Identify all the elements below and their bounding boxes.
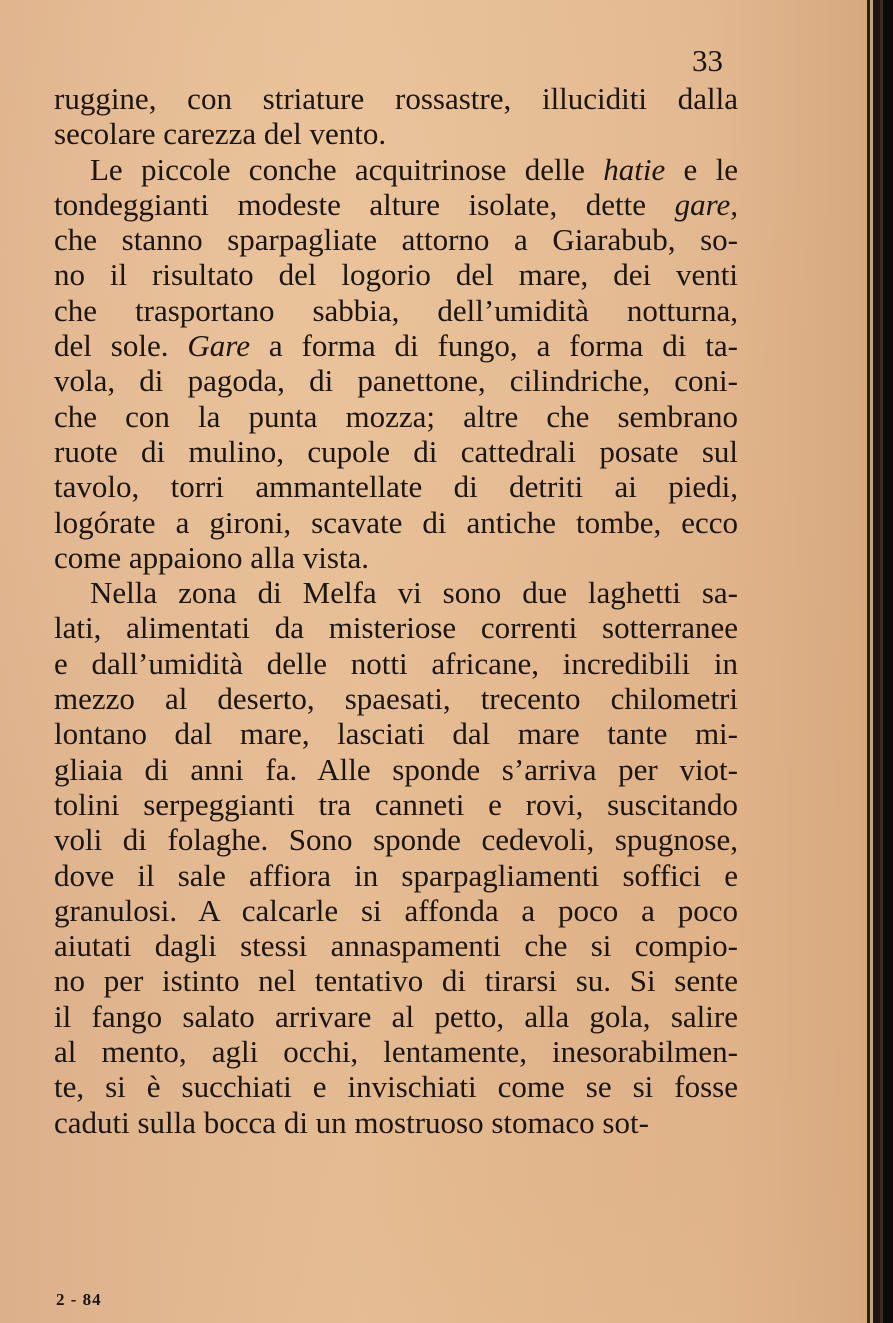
text-segment: che con la punta mozza; altre che sembrano <box>54 398 738 434</box>
text-line <box>54 328 738 363</box>
paragraph <box>54 81 738 152</box>
text-line <box>54 1034 738 1069</box>
text-segment: caduti sulla bocca di un mostruoso stomaco sot- <box>54 1104 649 1140</box>
paragraph <box>54 152 738 576</box>
text-segment: Le piccole conche acquitrinose delle <box>90 151 604 187</box>
text-segment: te, si è succhiati e invischiati come se si fosse <box>54 1069 738 1105</box>
text-line <box>54 646 738 681</box>
text-line <box>54 293 738 328</box>
text-segment: Nella zona di Melfa vi sono due laghetti sa- <box>90 575 738 611</box>
text-segment: ruggine, con striature rossastre, illuciditi dalla <box>54 81 738 116</box>
text-segment: no per istinto nel tentativo di tirarsi su. Si sente <box>54 963 738 999</box>
text-segment: vola, di pagoda, di panettone, cilindriche, coni- <box>54 363 738 399</box>
text-line <box>54 787 738 822</box>
paragraph <box>54 575 738 1140</box>
text-line <box>54 222 738 257</box>
text-line <box>54 681 738 716</box>
text-line <box>54 363 738 398</box>
text-line <box>54 1105 738 1140</box>
book-binding-edge <box>853 0 893 1323</box>
signature-code: 2 - 84 <box>56 1290 102 1309</box>
text-line <box>54 187 738 222</box>
text-segment: del sole. <box>54 328 188 364</box>
text-line <box>54 610 738 645</box>
text-segment: tondeggianti modeste alture isolate, dette <box>54 186 675 222</box>
text-segment: e le <box>665 151 738 187</box>
text-line <box>54 434 738 469</box>
page-number: 33 <box>692 43 723 78</box>
text-line <box>54 716 738 751</box>
text-segment: ruote di mulino, cupole di cattedrali posate sul <box>54 433 738 469</box>
text-segment: dove il sale affiora in sparpagliamenti soffici e <box>54 857 738 893</box>
text-line <box>54 822 738 857</box>
text-segment: mezzo al deserto, spaesati, trecento chilometri <box>54 681 738 717</box>
text-line <box>54 152 738 187</box>
text-segment: secolare carezza del vento. <box>54 116 387 152</box>
italic-term: hatie <box>603 151 666 187</box>
body-text <box>54 81 738 1140</box>
text-line <box>54 469 738 504</box>
text-segment: aiutati dagli stessi annaspamenti che si compio- <box>54 928 738 964</box>
text-line <box>54 893 738 928</box>
italic-term: Gare <box>187 328 250 364</box>
text-segment: e dall’umidità delle notti africane, incredibili in <box>54 645 738 681</box>
text-line <box>54 116 738 151</box>
italic-term: gare, <box>674 186 738 222</box>
text-line <box>54 928 738 963</box>
text-segment: il fango salato arrivare al petto, alla gola, salire <box>54 998 738 1034</box>
text-segment: che stanno sparpagliate attorno a Giarabub, so- <box>54 222 738 258</box>
text-line <box>54 81 738 116</box>
text-segment: logórate a gironi, scavate di antiche tombe, ecco <box>54 504 738 540</box>
text-segment: tolini serpeggianti tra canneti e rovi, suscitando <box>54 786 738 822</box>
text-line <box>54 999 738 1034</box>
text-segment: gliaia di anni fa. Alle sponde s’arriva per viot- <box>54 751 738 787</box>
text-segment: al mento, agli occhi, lentamente, inesorabilmen- <box>54 1034 738 1070</box>
text-line <box>54 257 738 292</box>
text-segment: granulosi. A calcarle si affonda a poco a poco <box>54 892 738 928</box>
text-line <box>54 505 738 540</box>
text-segment: come appaiono alla vista. <box>54 539 370 575</box>
text-line <box>54 1069 738 1104</box>
text-line <box>54 575 738 610</box>
text-segment: lontano dal mare, lasciati dal mare tante mi- <box>54 716 738 752</box>
text-segment: che trasportano sabbia, dell’umidità notturna, <box>54 292 738 328</box>
text-line <box>54 752 738 787</box>
text-line <box>54 540 738 575</box>
text-line <box>54 963 738 998</box>
text-segment: lati, alimentati da misteriose correnti sotterranee <box>54 610 738 646</box>
text-segment: a forma di fungo, a forma di ta- <box>249 328 738 364</box>
text-segment: no il risultato del logorio del mare, dei venti <box>54 257 738 293</box>
text-line <box>54 399 738 434</box>
text-segment: tavolo, torri ammantellate di detriti ai piedi, <box>54 469 738 505</box>
text-segment: voli di folaghe. Sono sponde cedevoli, spugnose, <box>54 822 738 858</box>
text-line <box>54 858 738 893</box>
